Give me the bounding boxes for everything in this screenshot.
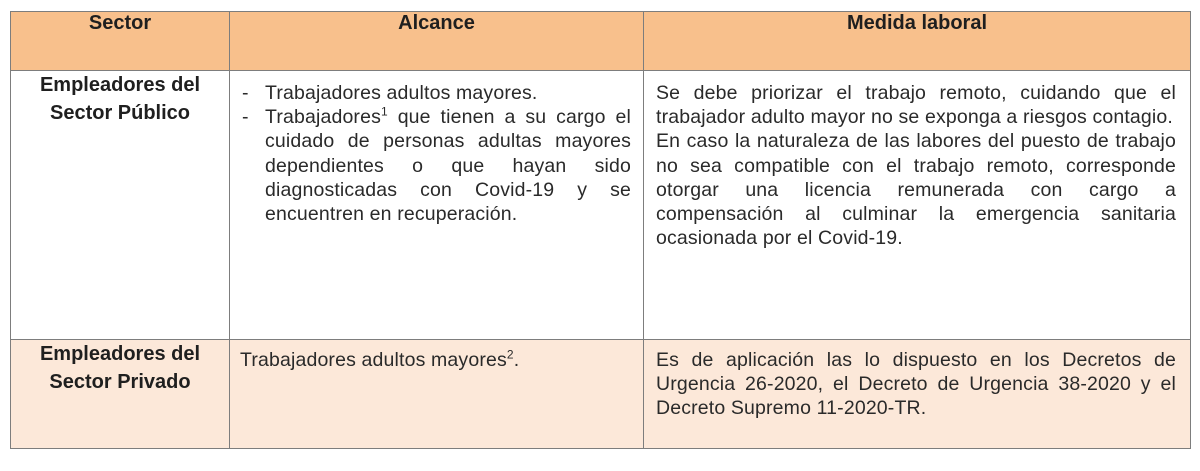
table-row [11,340,1191,449]
alcance-cell [230,340,644,449]
list-item-text: que tienen a su cargo el cuidado de personas adultas mayores dependientes o que hayan sido diagnosticadas con Covid-19 y se encuentren en recuperación. [265,106,631,226]
sector-line: Empleadores del [39,74,201,96]
alcance-cell [230,71,644,340]
medida-cell [644,71,1191,340]
medida-cell [644,340,1191,449]
medida-paragraph: En caso la naturaleza de las labores del puesto de trabajo no sea compatible con el trabajo remoto, corresponde otorgar una licencia remunerada con cargo a compensación al culminar la emergencia sanitaria ocasionada por el Covid-19. [656,130,1176,250]
sector-line: Sector Privado [49,371,191,393]
footnote-ref: 2 [506,347,514,362]
sector-line: Empleadores del [39,343,201,365]
list-item [240,81,631,105]
list-item-text: Trabajadores adultos mayores. [265,82,538,104]
header-medida: Medida laboral [644,12,1191,71]
list-item-text: Trabajadores [265,106,381,129]
header-row [11,12,1191,71]
sector-cell [11,71,230,340]
header-sector: Sector [11,12,230,71]
footnote-ref: 1 [380,104,388,119]
alcance-text: Trabajadores adultos mayores [240,349,507,371]
header-alcance: Alcance [230,12,644,71]
table-row [11,71,1191,340]
sector-line: Sector Público [49,102,191,124]
sector-cell [11,340,230,449]
list-item [240,105,631,226]
medida-paragraph: Se debe priorizar el trabajo remoto, cuidando que el trabajador adulto mayor no se exponga a riesgos contagio. [656,82,1176,129]
medida-paragraph: Es de aplicación las lo dispuesto en los Decretos de Urgencia 26-2020, el Decreto de Urgencia 38-2020 y el Decreto Supremo 11-2020-TR. [656,349,1176,420]
alcance-list [240,81,631,226]
alcance-tail: . [513,349,520,371]
measures-table [10,11,1191,449]
